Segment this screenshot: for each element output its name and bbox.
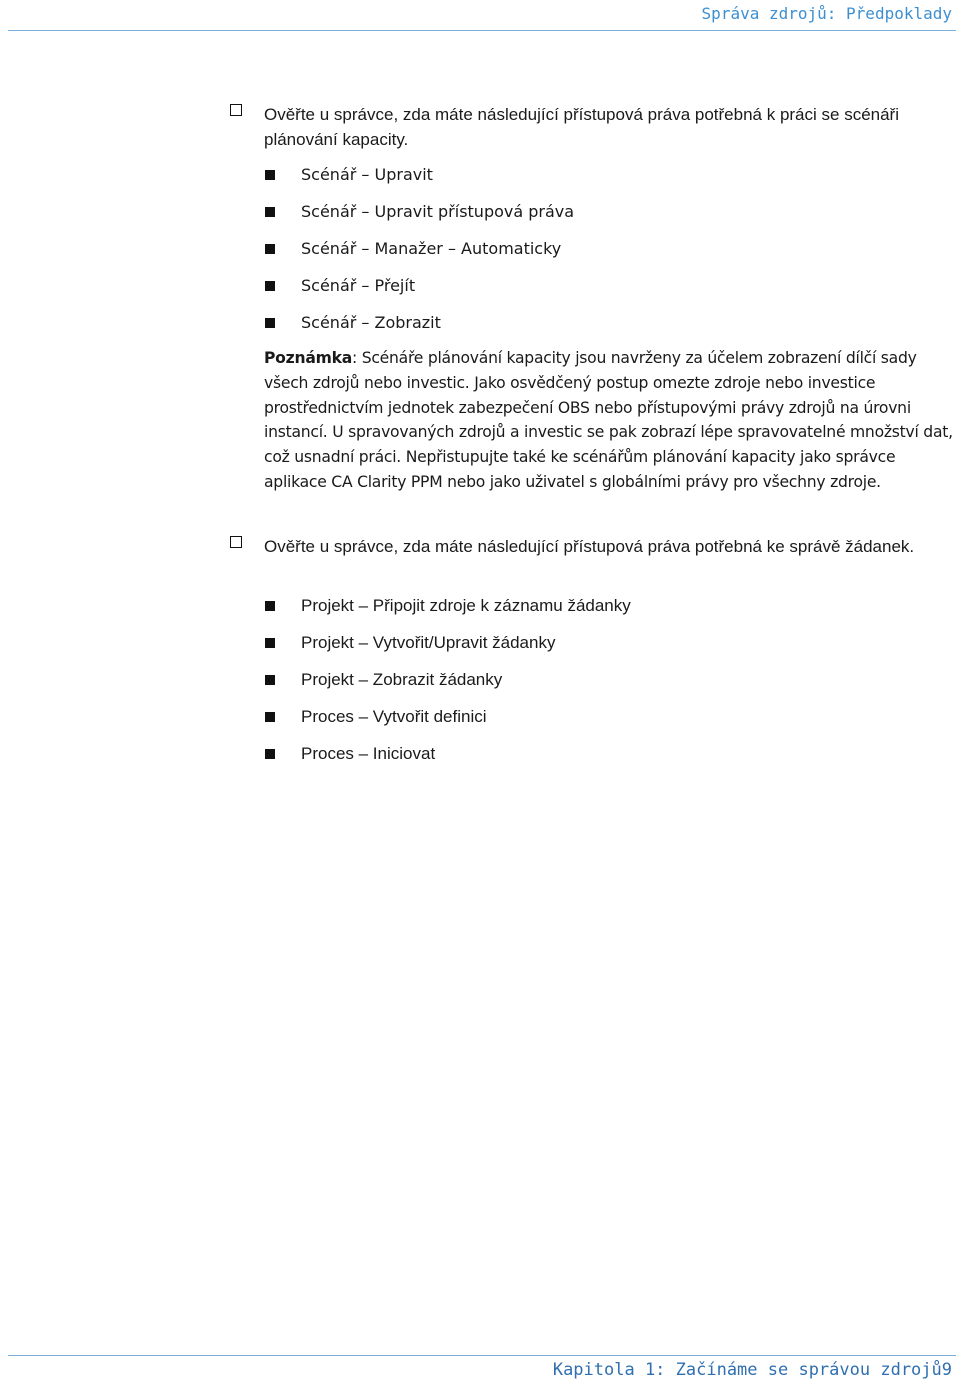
footer-divider: [8, 1355, 956, 1356]
note-text: : Scénáře plánování kapacity jsou navrženy za účelem zobrazení dílčí sady všech zdrojů nebo investic. Jako osvědčený postup omezte zdroje nebo investice prostřednictvím jednotek zabezpečení OBS nebo přístupovými právy zdrojů na úrovni instancí. U spravovaných zdrojů a investic se pak zobrazí lépe spravovatelné množství dat, což usnadní práci. Nepřistupujte také ke scénářům plánování kapacity jako správce aplikace CA Clarity PPM nebo jako uživatel s globálními právy pro všechny zdroje.: [264, 349, 953, 491]
checkbox-icon: [230, 104, 242, 116]
bullet-icon: [265, 675, 275, 685]
bullet-icon: [265, 601, 275, 611]
bullet-icon: [265, 638, 275, 648]
list-item-label: Scénář – Upravit: [301, 165, 433, 184]
header-title: Správa zdrojů: Předpoklady: [701, 4, 952, 23]
note-paragraph: [264, 346, 956, 495]
section-intro: Ověřte u správce, zda máte následující přístupová práva potřebná ke správě žádanek.: [264, 537, 915, 556]
list-item-label: Scénář – Upravit přístupová práva: [301, 202, 575, 221]
bullet-icon: [265, 244, 275, 254]
header-divider: [8, 30, 956, 31]
bullet-icon: [265, 170, 275, 180]
bullet-icon: [265, 207, 275, 217]
bullet-icon: [265, 749, 275, 759]
checkbox-icon: [230, 536, 242, 548]
bullet-icon: [265, 712, 275, 722]
list-item-label: Scénář – Manažer – Automaticky: [301, 239, 562, 258]
bullet-icon: [265, 318, 275, 328]
list-item-label: Projekt – Připojit zdroje k záznamu žádanky: [301, 596, 631, 615]
list-item-label: Proces – Vytvořit definici: [301, 707, 487, 726]
list-item-label: Projekt – Zobrazit žádanky: [301, 670, 503, 689]
list-item-label: Scénář – Přejít: [301, 276, 416, 295]
list-item-label: Scénář – Zobrazit: [301, 313, 441, 332]
footer-title: Kapitola 1: Začínáme se správou zdrojů9: [552, 1360, 952, 1380]
list-item-label: Projekt – Vytvořit/Upravit žádanky: [301, 633, 556, 652]
note-label: Poznámka: [264, 349, 352, 367]
section-intro: Ověřte u správce, zda máte následující přístupová práva potřebná k práci se scénáři plánování kapacity.: [264, 105, 899, 149]
bullet-icon: [265, 281, 275, 291]
list-item-label: Proces – Iniciovat: [301, 744, 436, 763]
